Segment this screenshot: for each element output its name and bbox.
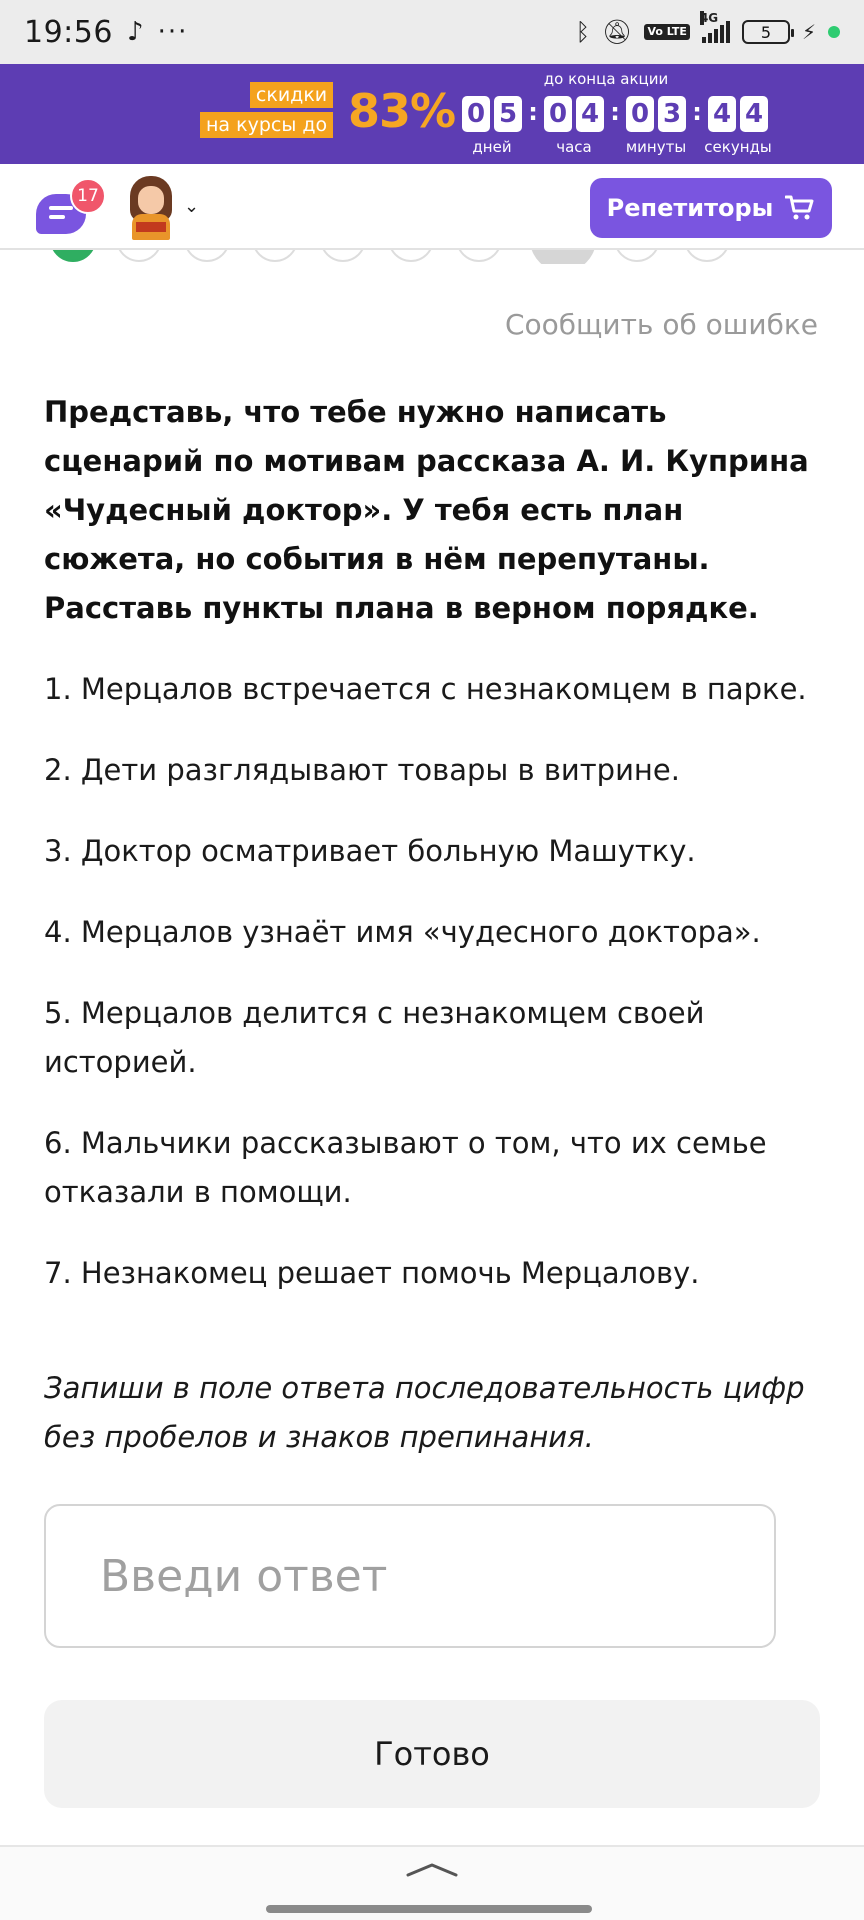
progress-dot[interactable] [684,250,730,262]
progress-dot[interactable] [252,250,298,262]
chat-button[interactable] [36,186,99,234]
tiktok-icon: ♪ [126,17,144,47]
promo-banner[interactable] [0,64,864,164]
signal-icon [699,11,730,43]
timer-hours-label: часа [556,138,592,156]
chat-badge: 17 [70,178,106,214]
bottom-bar [0,1845,864,1920]
progress-dot-current[interactable] [530,250,596,264]
plan-item: 2. Дети разглядывают товары в витрине. [44,753,680,787]
timer-hours [538,96,610,156]
plan-item: 1. Мерцалов встречается с незнакомцем в парке. [44,672,807,706]
progress-dot[interactable] [456,250,502,262]
privacy-dot-icon [828,26,840,38]
status-time: 19:56 [24,14,113,50]
timer-separator: : [528,98,538,126]
avatar[interactable] [126,176,176,240]
battery-level: 5 [760,22,772,42]
bell-muted-icon: 🔕︎ [601,18,633,46]
report-error-link[interactable]: Сообщить об ошибке [504,308,818,341]
chevron-down-icon[interactable]: ⌄ [184,196,200,217]
promo-percent: 83% [348,84,456,138]
timer-digit: 4 [576,96,604,132]
chevron-up-icon[interactable] [402,1857,462,1881]
bluetooth-icon: ᛒ [575,18,590,46]
timer-days [456,96,528,156]
timer-digit: 0 [626,96,654,132]
plan-item: 7. Незнакомец решает помочь Мерцалову. [44,1256,700,1290]
progress-dot[interactable] [184,250,230,262]
promo-tag-line1: скидки [250,82,333,108]
home-indicator[interactable] [266,1905,592,1913]
countdown-timer [456,96,774,156]
timer-minutes-label: минуты [625,138,687,156]
timer-separator: : [610,98,620,126]
timer-digit: 4 [740,96,768,132]
plan-item: 5. Мерцалов делится с незнакомцем своей историей. [44,996,705,1079]
progress-dot[interactable] [50,250,96,262]
network-type: 4G [699,11,719,25]
progress-dot[interactable] [116,250,162,262]
progress-dot[interactable] [614,250,660,262]
promo-until-label: до конца акции [543,70,669,88]
timer-digit: 5 [494,96,522,132]
timer-separator: : [692,98,702,126]
plan-item: 6. Мальчики рассказывают о том, что их семье отказали в помощи. [44,1126,767,1209]
submit-button[interactable]: Готово [44,1700,820,1808]
timer-minutes [620,96,692,156]
app-header [0,164,864,250]
timer-days-label: дней [472,138,512,156]
timer-digit: 0 [544,96,572,132]
cart-icon [785,195,815,221]
volte-icon: Vo LTE [644,24,690,40]
progress-dot[interactable] [388,250,434,262]
progress-dot[interactable] [320,250,366,262]
answer-hint: Запиши в поле ответа последовательность цифр без пробелов и знаков препинания. [44,1371,805,1454]
task-progress [0,250,864,264]
plan-item: 4. Мерцалов узнаёт имя «чудесного доктора». [44,915,761,949]
timer-seconds-label: секунды [704,138,772,156]
more-notifications-icon: ··· [157,17,189,47]
battery-icon [742,20,790,44]
task-question: Представь, что тебе нужно написать сценарий по мотивам рассказа А. И. Куприна «Чудесный доктор». У тебя есть план сюжета, но события в нём перепутаны. Расставь пункты плана в верном порядке. [44,395,809,625]
timer-digit: 4 [708,96,736,132]
timer-digit: 3 [658,96,686,132]
charging-icon: ⚡︎ [801,20,816,44]
timer-digit: 0 [462,96,490,132]
tutors-button-label: Репетиторы [606,194,774,222]
plan-item: 3. Доктор осматривает больную Машутку. [44,834,696,868]
promo-tag-line2: на курсы до [200,112,333,138]
answer-input[interactable] [44,1504,776,1648]
status-bar [0,0,864,64]
tutors-button[interactable] [590,178,832,238]
timer-seconds [702,96,774,156]
plan-list [44,665,814,1330]
